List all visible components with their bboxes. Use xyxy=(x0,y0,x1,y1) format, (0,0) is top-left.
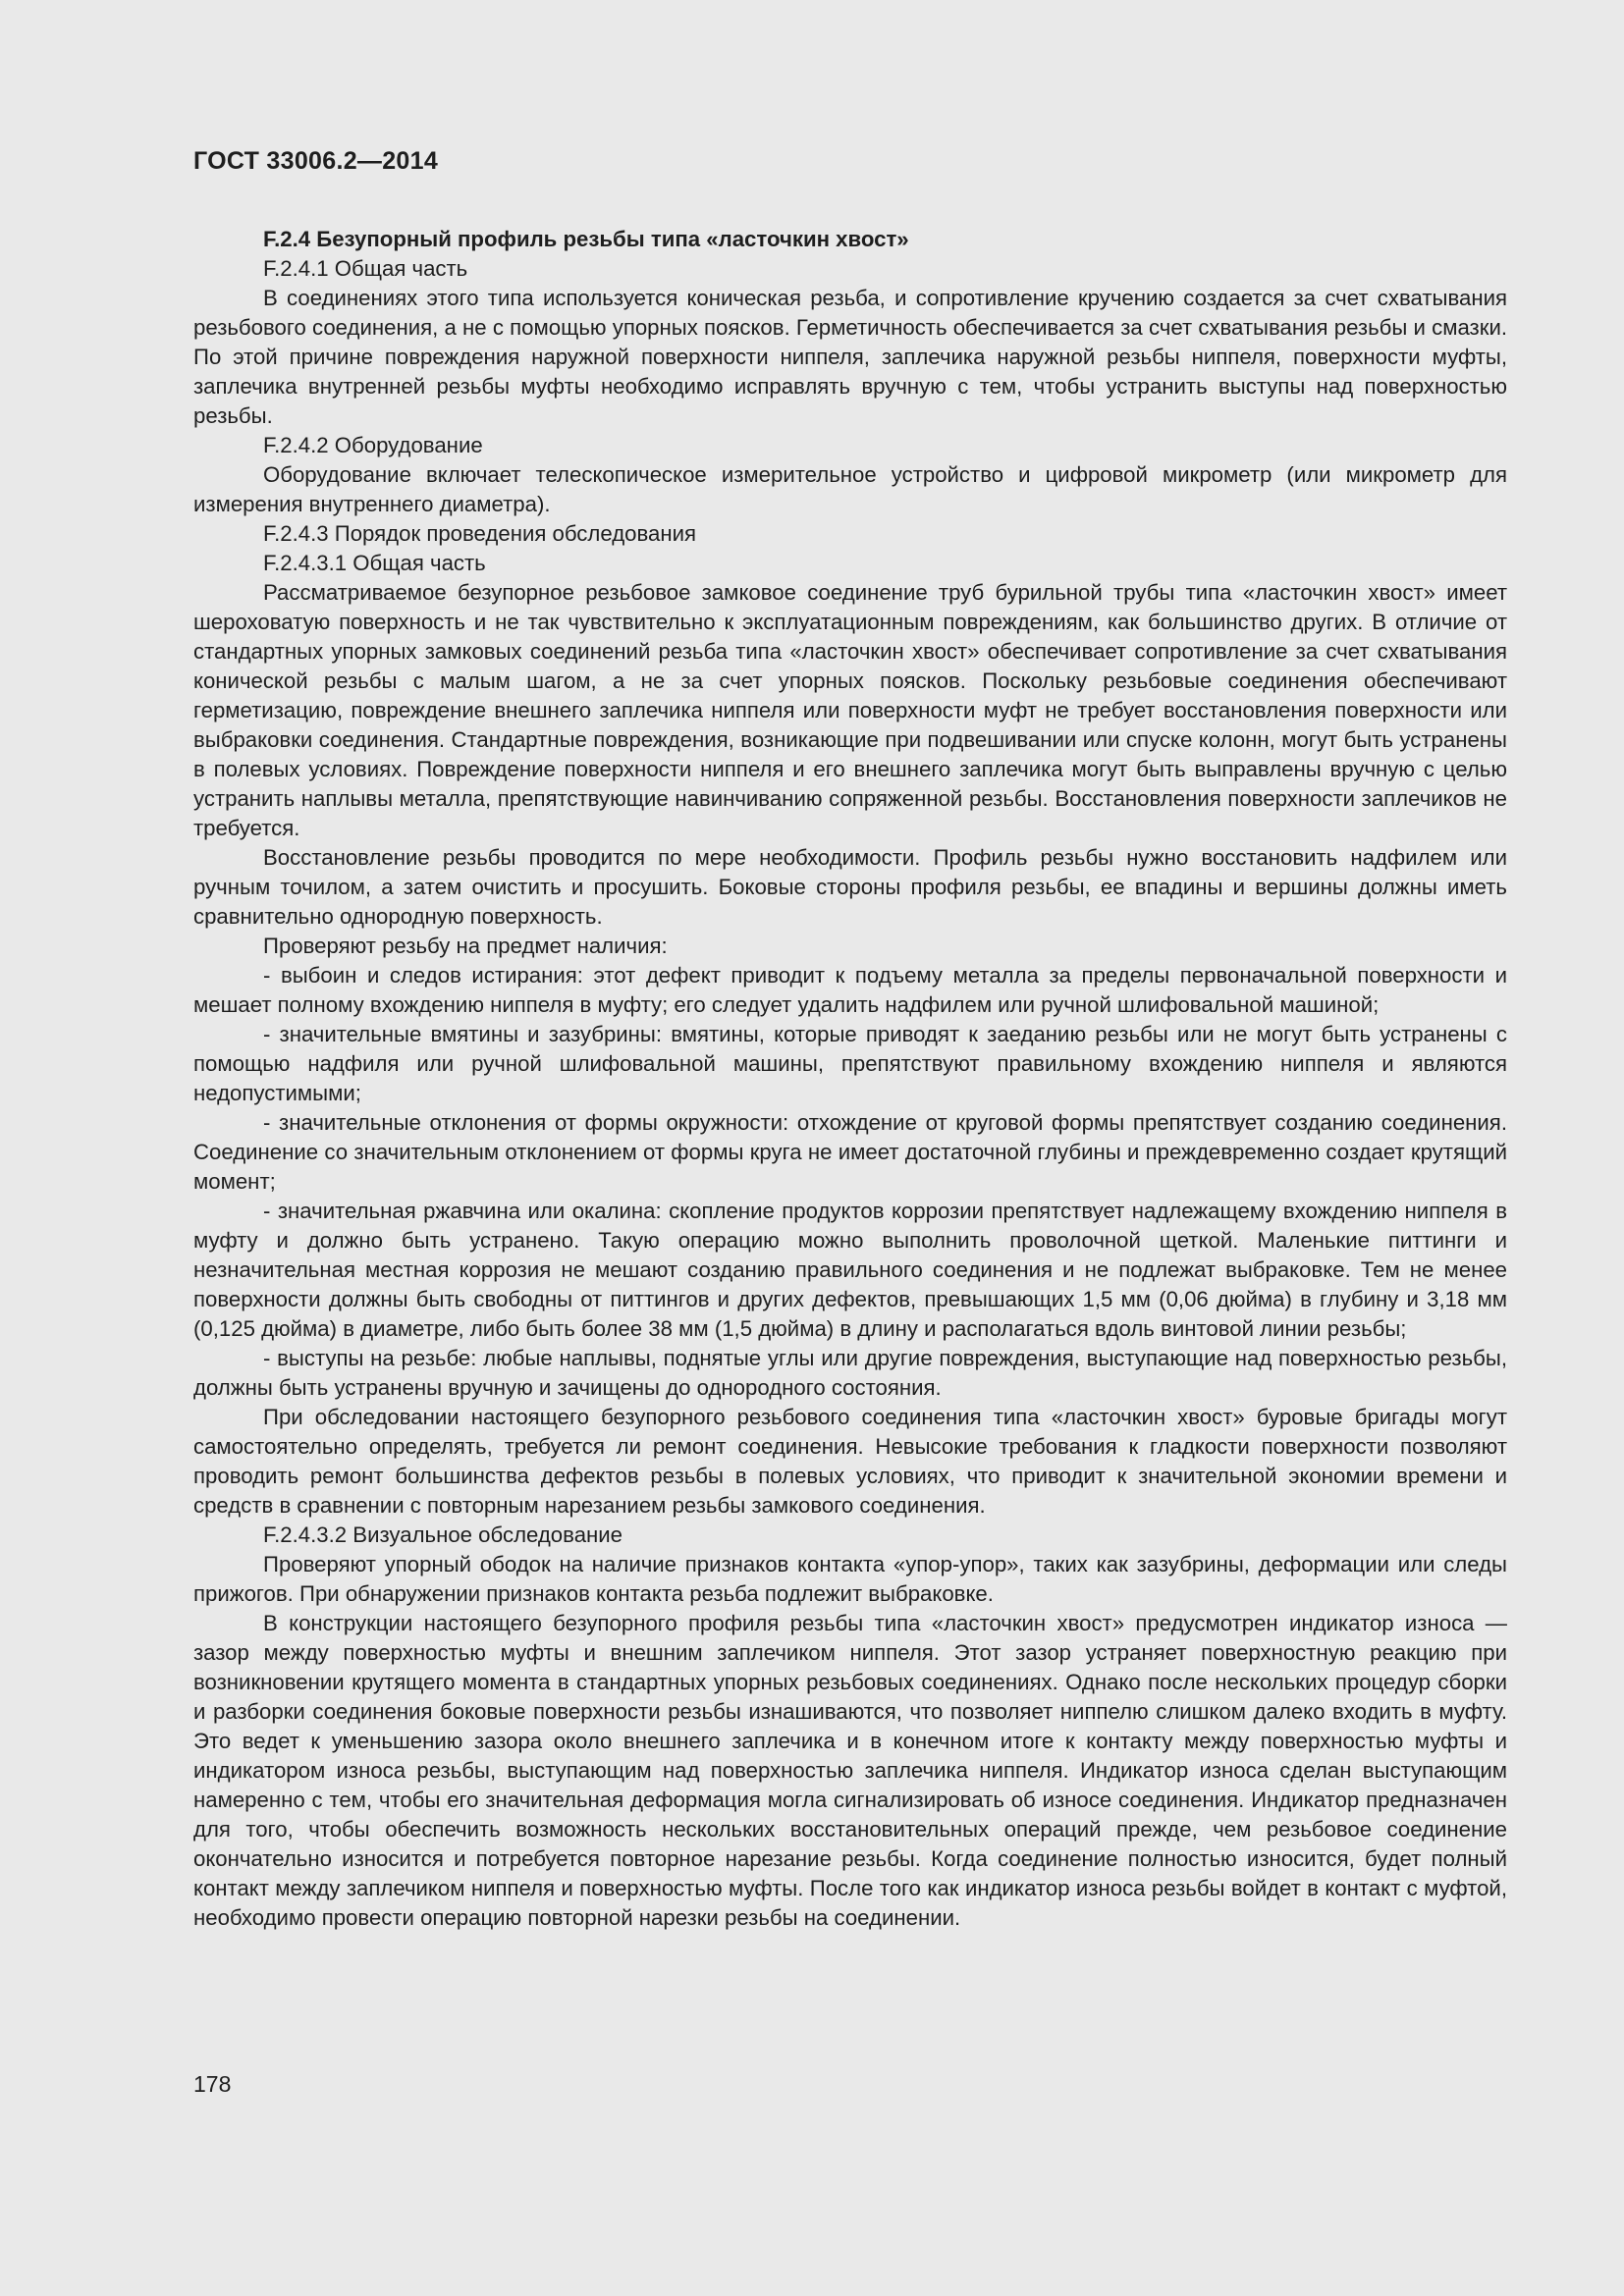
document-body xyxy=(193,225,1507,1933)
body-paragraph: В конструкции настоящего безупорного профиля резьбы типа «ласточкин хвост» предусмотрен индикатор износа — зазор между поверхностью муфты и внешним заплечиком ниппеля. Этот зазор устраняет поверхностную реакцию при возникновении крутящего момента в стандартных упорных резьбовых соединениях. Однако после нескольких процедур сборки и разборки соединения боковые поверхности резьбы изнашиваются, что позволяет ниппелю слишком далеко входить в муфту. Это ведет к уменьшению зазора около внешнего заплечика и в конечном итоге к контакту между поверхностью муфты и индикатором износа резьбы, выступающим над поверхностью заплечика ниппеля. Индикатор износа сделан выступающим намеренно с тем, чтобы его значительная деформация могла сигнализировать об износе соединения. Индикатор предназначен для того, чтобы обеспечить возможность нескольких восстановительных операций прежде, чем резьбовое соединение окончательно износится и потребуется повторное нарезание резьбы. Когда соединение полностью износится, будет полный контакт между заплечиком ниппеля и поверхностью муфты. После того как индикатор износа резьбы войдет в контакт с муфтой, необходимо провести операцию повторной нарезки резьбы на соединении. xyxy=(193,1611,1507,1930)
subsection-heading: F.2.4.2 Оборудование xyxy=(263,433,483,457)
body-paragraph: При обследовании настоящего безупорного резьбового соединения типа «ласточкин хвост» буровые бригады могут самостоятельно определять, требуется ли ремонт соединения. Невысокие требования к гладкости поверхности позволяют проводить ремонт большинства дефектов резьбы в полевых условиях, что приводит к значительной экономии времени и средств в сравнении с повторным нарезанием резьбы замкового соединения. xyxy=(193,1405,1507,1518)
body-paragraph: Проверяют упорный ободок на наличие признаков контакта «упор-упор», таких как зазубрины, деформации или следы прижогов. При обнаружении признаков контакта резьба подлежит выбраковке. xyxy=(193,1552,1507,1606)
page-number: 178 xyxy=(193,2071,232,2097)
list-item: - выступы на резьбе: любые наплывы, поднятые углы или другие повреждения, выступающие над поверхностью резьбы, должны быть устранены вручную и зачищены до однородного состояния. xyxy=(193,1346,1507,1400)
list-item: - значительные отклонения от формы окружности: отхождение от круговой формы препятствует созданию соединения. Соединение со значительным отклонением от формы круга не имеет достаточной глубины и преждевременно создает крутящий момент; xyxy=(193,1110,1507,1194)
subsection-heading: F.2.4.3.2 Визуальное обследование xyxy=(263,1522,623,1547)
list-item: - выбоин и следов истирания: этот дефект приводит к подъему металла за пределы первоначальной поверхности и мешает полному вхождению ниппеля в муфту; его следует удалить надфилем или ручной шлифовальной машиной; xyxy=(193,963,1507,1017)
body-paragraph: Оборудование включает телескопическое измерительное устройство и цифровой микрометр (или микрометр для измерения внутреннего диаметра). xyxy=(193,462,1507,516)
body-paragraph: Восстановление резьбы проводится по мере необходимости. Профиль резьбы нужно восстановить надфилем или ручным точилом, а затем очистить и просушить. Боковые стороны профиля резьбы, ее впадины и вершины должны иметь сравнительно однородную поверхность. xyxy=(193,845,1507,929)
subsection-heading: F.2.4.3 Порядок проведения обследования xyxy=(263,521,697,546)
section-heading: F.2.4 Безупорный профиль резьбы типа «ласточкин хвост» xyxy=(263,227,909,251)
body-paragraph: Рассматриваемое безупорное резьбовое замковое соединение труб бурильной трубы типа «ласточкин хвост» имеет шероховатую поверхность и не так чувствительно к эксплуатационным повреждениям, как большинство других. В отличие от стандартных упорных замковых соединений резьба типа «ласточкин хвост» обеспечивает сопротивление за счет схватывания конической резьбы с малым шагом, а не за счет упорных поясков. Поскольку резьбовые соединения обеспечивают герметизацию, повреждение внешнего заплечика ниппеля или поверхности муфт не требует восстановления поверхности или выбраковки соединения. Стандартные повреждения, возникающие при подвешивании или спуске колонн, могут быть устранены в полевых условиях. Повреждение поверхности ниппеля и его внешнего заплечика могут быть выправлены вручную с целью устранить наплывы металла, препятствующие навинчиванию сопряженной резьбы. Восстановления поверхности заплечиков не требуется. xyxy=(193,580,1507,840)
body-paragraph: Проверяют резьбу на предмет наличия: xyxy=(263,934,668,958)
list-item: - значительные вмятины и зазубрины: вмятины, которые приводят к заеданию резьбы или не могут быть устранены с помощью надфиля или ручной шлифовальной машины, препятствуют правильному вхождению ниппеля и являются недопустимыми; xyxy=(193,1022,1507,1105)
body-paragraph: В соединениях этого типа используется коническая резьба, и сопротивление кручению создается за счет схватывания резьбового соединения, а не с помощью упорных поясков. Герметичность обеспечивается за счет схватывания резьбы и смазки. По этой причине повреждения наружной поверхности ниппеля, заплечика наружной резьбы ниппеля, поверхности муфты, заплечика внутренней резьбы муфты необходимо исправлять вручную с тем, чтобы устранить выступы над поверхностью резьбы. xyxy=(193,286,1507,428)
document-header: ГОСТ 33006.2—2014 xyxy=(193,147,439,175)
list-item: - значительная ржавчина или окалина: скопление продуктов коррозии препятствует надлежащему вхождению ниппеля в муфту и должно быть устранено. Такую операцию можно выполнить проволочной щеткой. Маленькие питтинги и незначительная местная коррозия не мешают созданию правильного соединения и не подлежат выбраковке. Тем не менее поверхности должны быть свободны от питтингов и других дефектов, превышающих 1,5 мм (0,06 дюйма) в глубину и 3,18 мм (0,125 дюйма) в диаметре, либо быть более 38 мм (1,5 дюйма) в длину и располагаться вдоль винтовой линии резьбы; xyxy=(193,1199,1507,1341)
subsection-heading: F.2.4.3.1 Общая часть xyxy=(263,551,486,575)
subsection-heading: F.2.4.1 Общая часть xyxy=(263,256,468,281)
